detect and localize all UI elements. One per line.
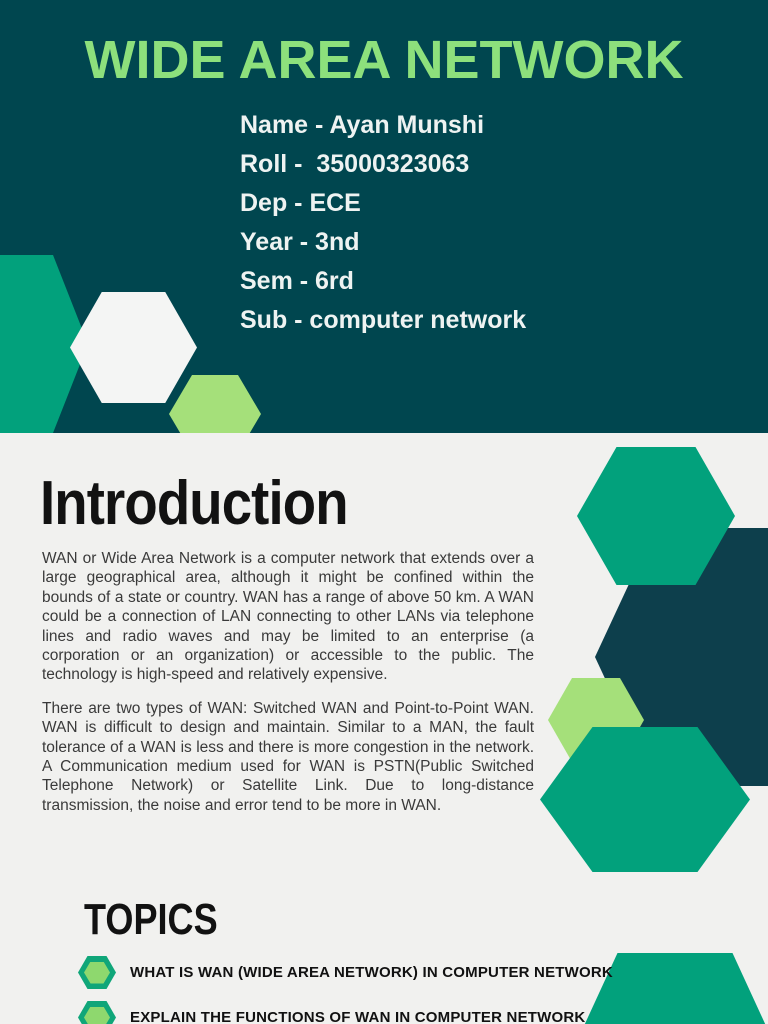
hexagon-green-header-shape: [169, 375, 261, 433]
topic-label: WHAT IS WAN (WIDE AREA NETWORK) IN COMPUTER NETWORK: [130, 964, 613, 981]
topic-label: EXPLAIN THE FUNCTIONS OF WAN IN COMPUTER NETWORK: [130, 1009, 586, 1024]
detail-line-year: Year - 3nd: [240, 228, 360, 256]
introduction-paragraph-1: WAN or Wide Area Network is a computer network that extends over a large geographical area, although it might be confined within the bounds of a state or country. WAN has a range of above 50 km. A WAN could be a connection of LAN connecting to other LANs via telephone lines and radio waves and may be limited to an enterprise (a corporation or an organization) or accessible to the public. The technology is high-speed and relatively expensive.: [42, 550, 534, 684]
detail-line-dep: Dep - ECE: [240, 189, 361, 217]
detail-line-name: Name - Ayan Munshi: [240, 111, 485, 139]
topic-item: [78, 1000, 638, 1024]
student-details: [240, 112, 526, 346]
hexagon-bullet-inner-icon: [84, 962, 110, 984]
introduction-heading: Introduction: [40, 469, 348, 538]
slide-title: WIDE AREA NETWORK: [84, 30, 684, 90]
topics-heading: TOPICS: [84, 895, 218, 944]
topic-item: [78, 955, 638, 990]
introduction-paragraphs: [42, 549, 534, 829]
slide-header: [0, 0, 768, 433]
hexagon-bullet-icon: [78, 956, 116, 989]
hexagon-bullet-inner-icon: [84, 1007, 110, 1024]
introduction-paragraph-2: There are two types of WAN: Switched WAN and Point-to-Point WAN. WAN is difficult to design and maintain. Similar to a MAN, the fault tolerance of a WAN is less and there is more congestion in the network. A Communication medium used for WAN is PSTN(Public Switched Telephone Network) or Satellite Link. Due to long-distance transmission, the noise and error tend to be more in WAN.: [42, 699, 534, 814]
hexagon-white-shape: [70, 292, 197, 403]
topic-list: [78, 955, 638, 1024]
hexagon-bullet-icon: [78, 1001, 116, 1024]
detail-line-sem: Sem - 6rd: [240, 267, 354, 295]
detail-line-sub: Sub - computer network: [240, 306, 527, 334]
detail-line-roll: Roll - 35000323063: [240, 150, 470, 178]
